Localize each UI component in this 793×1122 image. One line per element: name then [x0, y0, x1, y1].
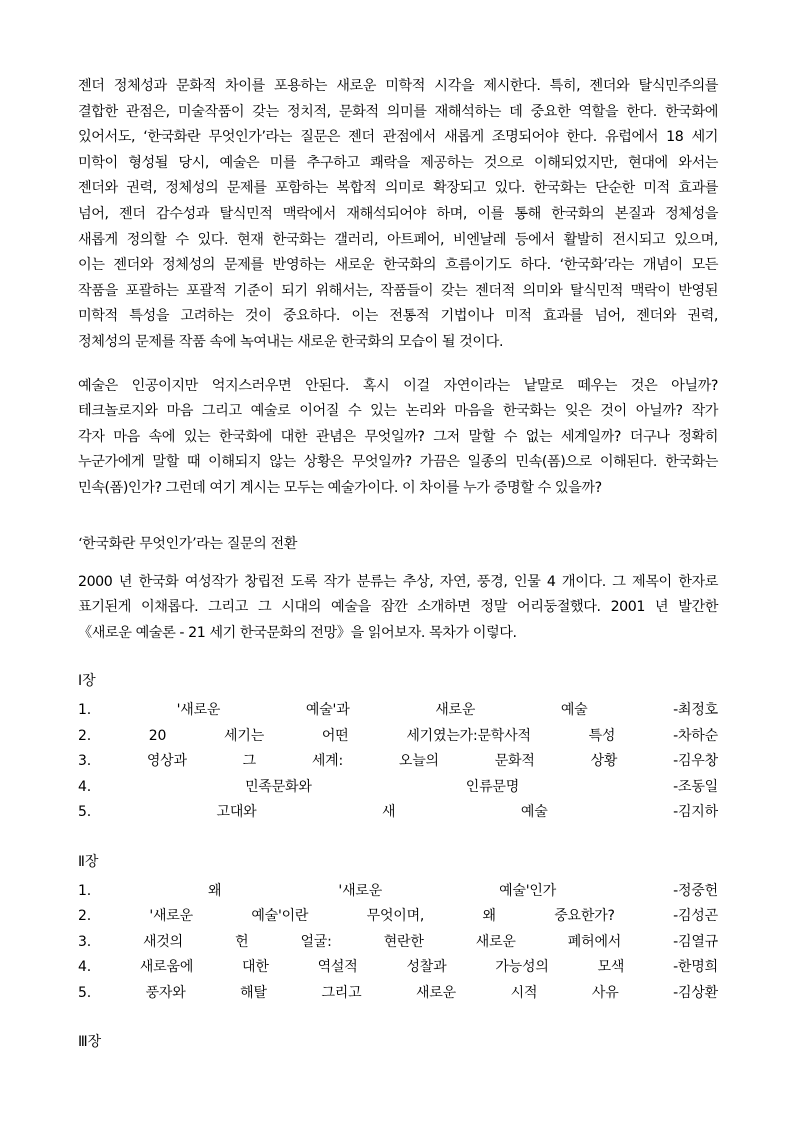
- toc-entry-author: -정중헌: [673, 882, 718, 899]
- toc-entry-number: 4.: [78, 959, 91, 976]
- text-line: 2000 년 한국화 여성작가 창립전 도록 작가 분류는 추상, 자연, 풍경, 인물 4 개이다. 그 제목이 한자로: [78, 573, 718, 590]
- toc-entry-word: 새로운: [435, 702, 476, 719]
- toc-entry-word: 세기는: [224, 727, 265, 744]
- toc-entry-word: 무엇이며,: [366, 908, 425, 925]
- text-line: 미학적 특성을 고려하는 것이 중요하다. 이는 전통적 기법이나 미적 효과를 넘어, 젠더와 권력,: [78, 308, 718, 325]
- toc-entry-word: 인류문명: [465, 778, 520, 795]
- toc-entry-word: 예술'인가: [499, 882, 557, 899]
- toc-entry-word: 예술'과: [305, 702, 350, 719]
- toc-entry-word: 20: [148, 727, 167, 744]
- toc-entry: [78, 930, 718, 956]
- intro-paragraph: [78, 74, 718, 356]
- toc-entry-word: 현란한: [383, 933, 424, 950]
- toc-entry-number: 1.: [78, 702, 91, 719]
- toc-entry-word: 영상과: [146, 753, 187, 770]
- toc-entry-author: -차하순: [673, 727, 718, 744]
- toc-entry: [78, 981, 718, 1007]
- toc-entry-number: 5.: [78, 984, 91, 1001]
- text-line: 미학이 형성될 당시, 예술은 미를 추구하고 쾌락을 제공하는 것으로 이해되었지만, 현대에 와서는: [78, 154, 718, 171]
- toc-entry-number: 1.: [78, 882, 91, 899]
- chapter-2-title: Ⅱ장: [78, 853, 99, 870]
- chapter-3-title: Ⅲ장: [78, 1034, 102, 1051]
- toc-entry-word: '새로운: [176, 702, 221, 719]
- toc-entry-number: 2.: [78, 727, 91, 744]
- text-line: 《새로운 예술론 - 21 세기 한국문화의 전망》을 읽어보자. 목차가 이렇다.: [78, 624, 517, 641]
- toc-entry-word: 새로운: [475, 933, 516, 950]
- toc-entry-word: 헌: [235, 933, 249, 950]
- toc-entry-word: 성찰과: [406, 959, 447, 976]
- toc-entry-number: 3.: [78, 933, 91, 950]
- toc-entry-author: -최정호: [673, 702, 718, 719]
- text-line: 예술은 인공이지만 억지스러우면 안된다. 혹시 이걸 자연이라는 낱말로 떼우는 것은 아닐까?: [78, 377, 718, 394]
- toc-entry-word: 왜: [208, 882, 222, 899]
- toc-entry-number: 5.: [78, 804, 91, 821]
- text-line: 민속(폼)인가? 그런데 여기 계시는 모두는 예술가이다. 이 차이를 누가 증명할 수 있을까?: [78, 479, 602, 496]
- toc-entry-word: 가능성의: [495, 959, 549, 976]
- text-line: 이는 젠더와 정체성의 문제를 반영하는 새로운 한국화의 흐름이기도 하다. ‘한국화’라는 개념이 모든: [78, 257, 718, 274]
- text-line: 젠더와 권력, 정체성의 문제를 포함하는 복합적 의미로 확장되고 있다. 한국화는 단순한 미적 효과를: [78, 180, 718, 197]
- text-line: 누군가에게 말할 때 이해되지 않는 상황은 무엇일까? 가끔은 일종의 민속(폼)으로 이해된다. 한국화는: [78, 454, 718, 471]
- toc-entry-author: -김지하: [673, 804, 718, 821]
- toc-entry-word: 그리고: [321, 984, 362, 1001]
- toc-entry-number: 2.: [78, 908, 91, 925]
- text-line: 젠더 정체성과 문화적 차이를 포용하는 새로운 미학적 시각을 제시한다. 특히, 젠더와 탈식민주의를: [78, 78, 718, 94]
- toc-entry-word: 오늘의: [398, 753, 439, 770]
- toc-entry-author: -김성곤: [673, 908, 718, 925]
- text-line: 각자 마음 속에 있는 한국화에 대한 관념은 무엇일까? 그저 말할 수 없는 세계일까? 더구나 정확히: [78, 428, 718, 445]
- toc-entry-author: -한명희: [673, 959, 718, 976]
- toc-entry: [78, 879, 718, 905]
- toc-entry-word: '새로운: [149, 908, 193, 925]
- toc-entry-word: 새: [382, 804, 396, 821]
- toc-entry-word: 새것의: [143, 933, 184, 950]
- toc-entry-word: 새로움에: [139, 959, 194, 976]
- toc-entry-word: 역설적: [317, 959, 358, 976]
- toc-entry-word: '새로운: [338, 882, 383, 899]
- toc-entry-word: 풍자와: [145, 984, 186, 1001]
- text-line: 표기된게 이채롭다. 그리고 그 시대의 예술을 잠깐 소개하면 정말 어리둥절했다. 2001 년 발간한: [78, 599, 718, 616]
- toc-entry-word: 모색: [597, 959, 625, 976]
- toc-entry-word: 새로운: [416, 984, 457, 1001]
- toc-entry-word: 왜: [482, 908, 496, 925]
- toc-entry-word: 세계:: [311, 753, 344, 770]
- question-paragraph: [78, 374, 718, 502]
- section-heading: ‘한국화란 무엇인가’라는 질문의 전환: [78, 535, 298, 552]
- toc-entry-word: 예술: [520, 804, 548, 821]
- toc-entry-word: 중요한가?: [554, 908, 615, 925]
- text-line: 넘어, 젠더 감수성과 탈식민적 맥락에서 재해석되어야 하며, 이를 통해 한국화의 본질과 정체성을: [78, 205, 718, 222]
- text-line: 테크놀로지와 마음 그리고 예술로 이어질 수 있는 논리와 마음을 한국화는 잊은 것이 아닐까? 작가: [78, 403, 718, 420]
- toc-entry-word: 대한: [242, 959, 269, 976]
- toc-entry-word: 해탈: [240, 984, 267, 1001]
- toc-entry: [78, 749, 718, 775]
- toc-entry-author: -김열규: [673, 933, 718, 950]
- toc-entry-number: 3.: [78, 753, 91, 770]
- toc-entry-word: 얼굴:: [300, 933, 332, 950]
- catalog-paragraph: [78, 570, 718, 647]
- toc-entry-word: 어떤: [321, 727, 349, 744]
- toc-entry-word: 예술'이란: [251, 908, 309, 925]
- toc-entry: [78, 724, 718, 750]
- toc-entry-word: 고대와: [216, 804, 257, 821]
- chapter-1-toc: [78, 698, 718, 826]
- text-line: 결합한 관점은, 미술작품이 갖는 정치적, 문화적 의미를 재해석하는 데 중요한 역할을 한다. 한국화에: [78, 103, 718, 120]
- text-line: 있어서도, ‘한국화란 무엇인가’라는 질문은 젠더 관점에서 새롭게 조명되어야 한다. 유럽에서 18 세기: [78, 129, 718, 146]
- chapter-1-title: Ⅰ장: [78, 673, 96, 690]
- toc-entry-word: 그: [242, 753, 256, 770]
- toc-entry-word: 특성: [588, 727, 616, 744]
- toc-entry: [78, 955, 718, 981]
- toc-entry-number: 4.: [78, 778, 91, 795]
- toc-entry: [78, 904, 718, 930]
- toc-entry-author: -조동일: [673, 778, 718, 795]
- text-line: 정체성의 문제를 작품 속에 녹여내는 새로운 한국화의 모습이 될 것이다.: [78, 333, 503, 350]
- toc-entry-author: -김우창: [673, 753, 718, 770]
- toc-entry-word: 사유: [591, 984, 619, 1001]
- text-line: 새롭게 정의할 수 있다. 현재 한국화는 갤러리, 아트페어, 비엔날레 등에서 활발히 전시되고 있으며,: [78, 231, 718, 248]
- toc-entry-word: 시적: [510, 984, 538, 1001]
- toc-entry: [78, 698, 718, 724]
- toc-entry-word: 문화적: [494, 753, 535, 770]
- toc-entry: [78, 775, 718, 801]
- toc-entry-word: 예술: [560, 702, 588, 719]
- document-page: [78, 74, 718, 1055]
- toc-entry-word: 민족문화와: [245, 778, 312, 795]
- toc-entry-author: -김상환: [673, 984, 718, 1001]
- toc-entry-word: 폐허에서: [567, 933, 622, 950]
- chapter-2-toc: [78, 879, 718, 1007]
- toc-entry-word: 상황: [590, 753, 618, 770]
- text-line: 작품을 포괄하는 포괄적 기준이 되기 위해서는, 작품들이 갖는 젠더적 의미와 탈식민적 맥락이 반영된: [78, 282, 718, 299]
- toc-entry: [78, 800, 718, 826]
- toc-entry-word: 세기였는가:문학사적: [406, 727, 531, 744]
